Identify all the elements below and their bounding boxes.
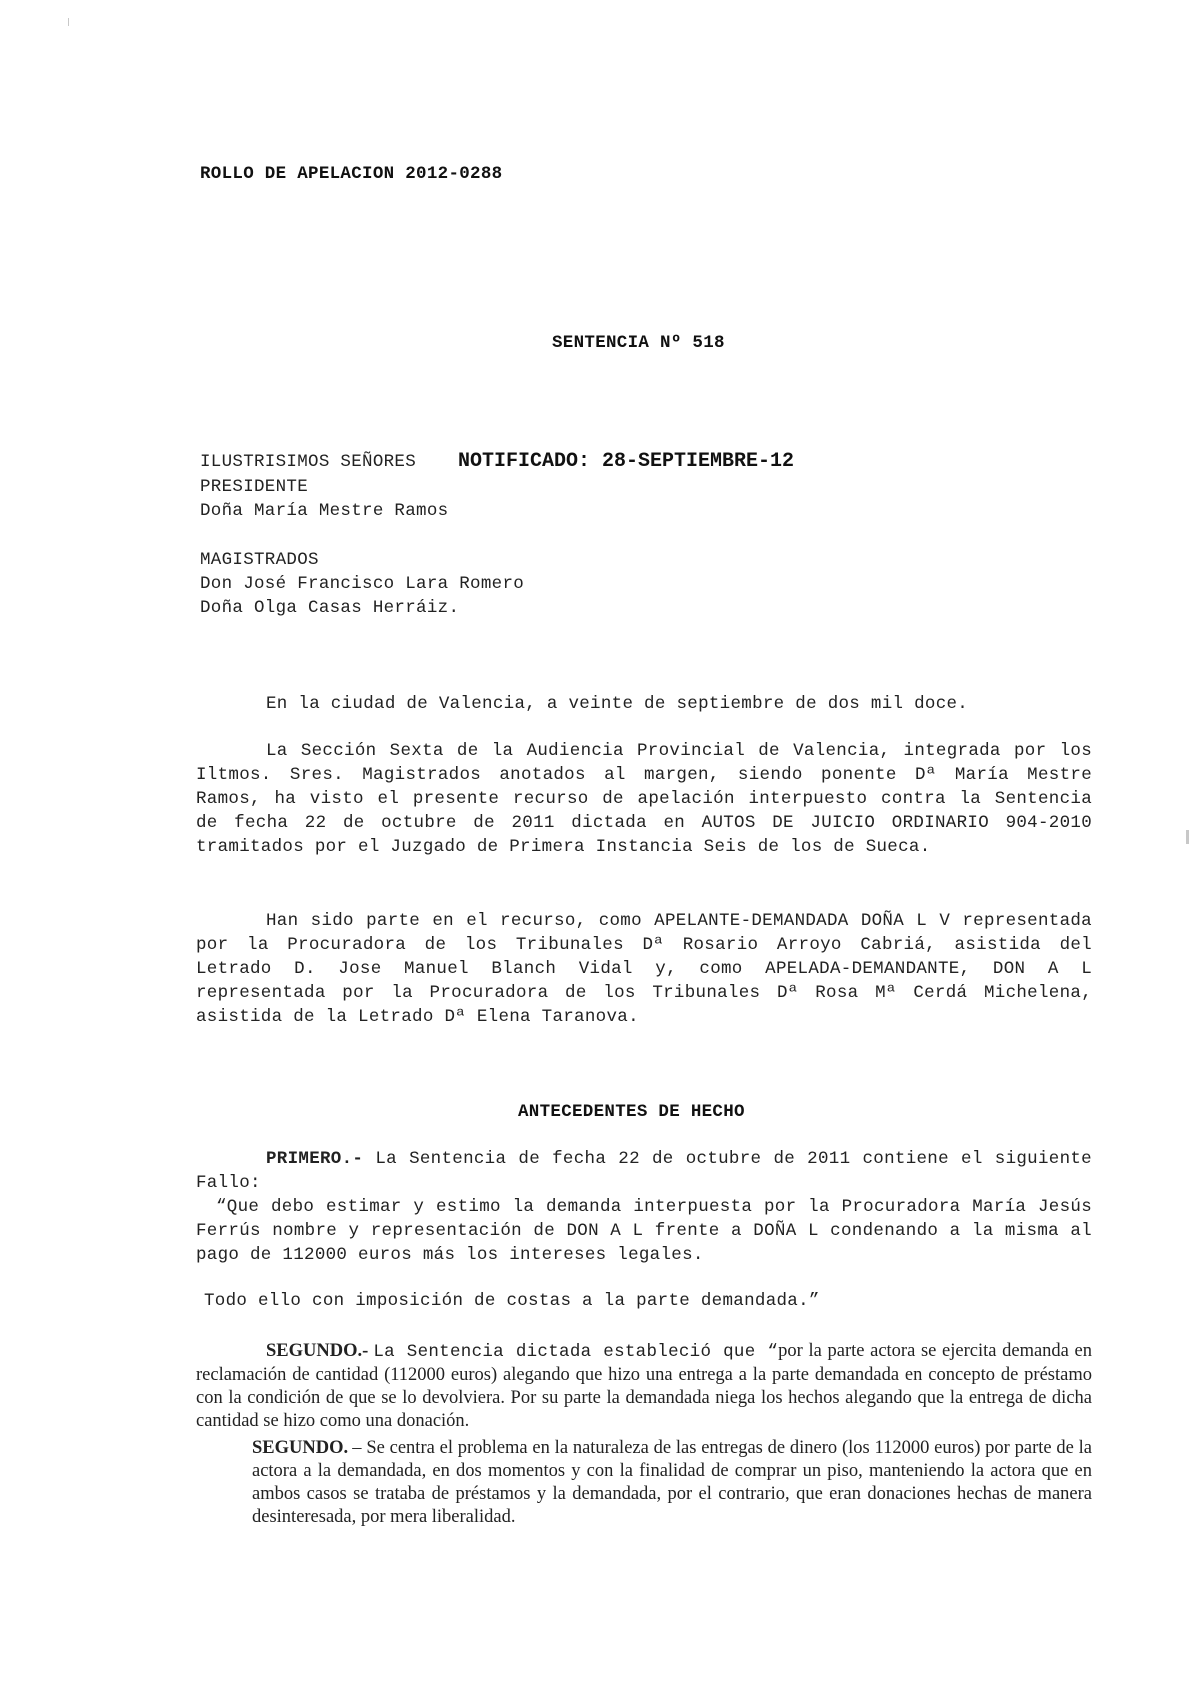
segundo-fundamento-text: – Se centra el problema en la naturaleza de las entregas de dinero (los 112000 euros) por parte de la actora a la demandada, en dos momentos y con la finalidad de comprar un piso, manteniendo la actora que en ambos casos se trataba de préstamos y la demandada, por el contrario, que eran donaciones hechas de manera desinteresada, por mera liberalidad. [252,1438,1092,1527]
segundo-fundamento-paragraph [252,1437,1092,1529]
intro-paragraph-2-text: Han sido parte en el recurso, como APELANTE-DEMANDADA DOÑA L V representada por la Procuradora de los Tribunales Dª Rosario Arroyo Cabriá, asistida del Letrado D. Jose Manuel Blanch Vidal y, como APELADA-DEMANDANTE, DON A L representada por la Procuradora de los Tribunales Dª Rosa Mª Cerdá Michelena, asistida de la Letrado Dª Elena Taranova. [196,911,1092,1027]
segundo-text-typed: La Sentencia dictada estableció que “ [373,1342,779,1362]
primero-text: La Sentencia de fecha 22 de octubre de 2011 contiene el siguiente Fallo: [196,1149,1092,1193]
magistrados-label: MAGISTRADOS [200,550,319,570]
intro-paragraph-1-text: La Sección Sexta de la Audiencia Provincial de Valencia, integrada por los Iltmos. Sres. Magistrados anotados al margen, siendo ponente Dª María Mestre Ramos, ha visto el presente recurso de apelación interpuesto contra la Sentencia de fecha 22 de octubre de 2011 dictada en AUTOS DE JUICIO ORDINARIO 904-2010 tramitados por el Juzgado de Primera Instancia Seis de los de Sueca. [196,741,1092,857]
segundo-paragraph [196,1340,1092,1433]
city-date-line: En la ciudad de Valencia, a veinte de septiembre de dos mil doce. [266,694,969,714]
segundo-label: SEGUNDO.- [266,1341,369,1361]
antecedentes-title: ANTECEDENTES DE HECHO [518,1102,745,1122]
intro-paragraph-1 [196,739,1092,859]
fallo-quote-end: Todo ello con imposición de costas a la parte demandada.” [204,1291,820,1311]
rollo-heading: ROLLO DE APELACION 2012-0288 [200,164,503,184]
tribunal-heading: ILUSTRISIMOS SEÑORES [200,452,417,472]
intro-paragraph-2 [196,909,1092,1029]
sentencia-number: SENTENCIA Nº 518 [552,333,725,353]
magistrado-2: Doña Olga Casas Herráiz. [200,598,460,618]
presidente-label: PRESIDENTE [200,477,309,497]
fallo-quote: “Que debo estimar y estimo la demanda interpuesta por la Procuradora María Jesús Ferrús nombre y representación de DON A L frente a DOÑA L condenando a la misma al pago de 112000 euros más los intereses legales. [196,1197,1092,1265]
notificado-stamp: NOTIFICADO: 28-SEPTIEMBRE-12 [458,450,795,473]
segundo-fundamento-label: SEGUNDO. [252,1438,349,1458]
magistrado-1: Don José Francisco Lara Romero [200,574,525,594]
primero-paragraph [196,1147,1092,1195]
segundo-text-quoted: por la parte actora se ejercita demanda en reclamación de cantidad (112000 euros) alegando que hizo una entrega a la parte demandada en concepto de préstamo con la condición de que se lo devolviera. Por su parte la demandada niega los hechos alegando que la entrega de dicha cantidad se hizo como una donación. [196,1341,1092,1431]
primero-label: PRIMERO.- [266,1149,364,1169]
scan-speck [68,18,69,26]
scan-edge-mark [1186,830,1189,844]
presidente-name: Doña María Mestre Ramos [200,501,449,521]
